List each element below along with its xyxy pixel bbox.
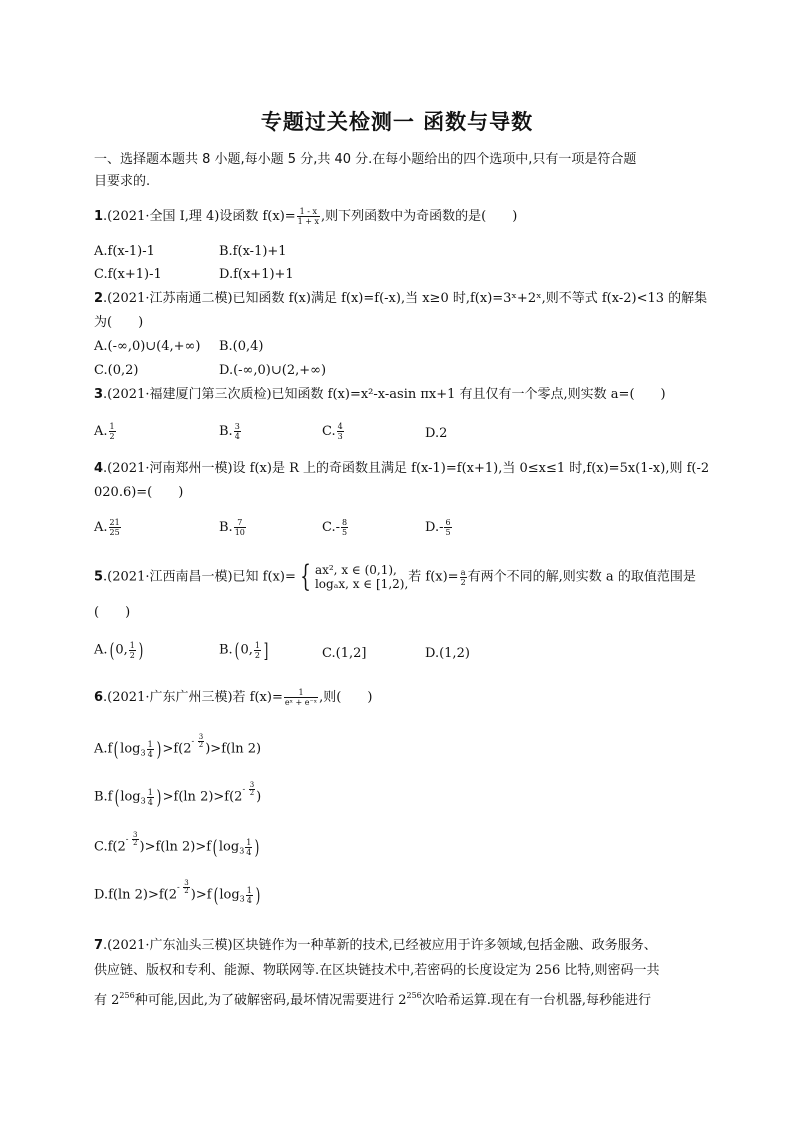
question-5-option-d: D.(1,2): [425, 646, 470, 661]
question-4-stem-line1: 4.(2021·河南郑州一模)设 f(x)是 R 上的奇函数且满足 f(x-1)=f(x+1),当 0≤x≤1 时,f(x)=5x(1-x),则 f(-2: [94, 461, 710, 476]
question-5-option-c: C.(1,2]: [322, 646, 367, 661]
question-1-stem: 1.(2021·全国 Ⅰ,理 4)设函数 f(x)= $\frac{1 - x}{1 + x}$ ,则下列函数中为奇函数的是( ): [94, 207, 518, 226]
question-1-option-b: B.f(x-1)+1: [219, 244, 287, 259]
question-5-stem: 5.(2021·江西南昌一模)已知 f(x)= { ax², x ∈ (0,1), logₐx, x ∈ [1,2), 若 f(x)= $\frac{a}{2}$ 有两个不同的解,则实数 a 的取值范围是: [94, 559, 696, 594]
question-5-option-b: B.( 0, $\frac{1}{2}$ ]: [219, 638, 269, 662]
question-number: 6: [94, 690, 104, 705]
question-5-option-a: A.( 0, $\frac{1}{2}$ ): [94, 638, 144, 662]
question-2-option-c: C.(0,2): [94, 363, 139, 378]
question-3-option-d: D.2: [425, 426, 448, 441]
question-4-stem-line2: 020.6)=( ): [94, 485, 184, 500]
question-2-option-b: B.(0,4): [219, 339, 264, 354]
question-2-stem-line2: 为( ): [94, 315, 144, 330]
question-7-stem-line3: 有 $2^{256}$种可能,因此,为了破解密码,最坏情况需要进行 $2^{256}$次哈希运算.现在有一台机器,每秒能进行: [94, 991, 652, 1008]
fraction: $\frac{1 - x}{1 + x}$: [297, 207, 320, 226]
question-6-option-d: D.f(ln 2)>f(2- $\frac{3}{2}$ )>f( $\log_3$ $\frac{1}{4}$ ): [94, 879, 261, 907]
page-title: 专题过关检测一 函数与导数: [260, 110, 534, 134]
question-3-stem: 3.(2021·福建厦门第三次质检)已知函数 f(x)=x²-x-asin πx+1 有且仅有一个零点,则实数 a=( ): [94, 387, 666, 402]
fraction: $\frac{a}{2}$: [460, 567, 466, 587]
question-1-option-d: D.f(x+1)+1: [219, 267, 294, 282]
question-number: 5: [94, 569, 104, 585]
question-number: 2: [94, 291, 104, 306]
fraction: $\frac{1}{\text{eˣ + e⁻ˣ}}$: [284, 688, 318, 707]
question-6-stem: 6.(2021·广东广州三模)若 f(x)= $\frac{1}{\text{eˣ + e⁻ˣ}}$ ,则( ): [94, 688, 373, 707]
question-2-option-d: D.(-∞,0)∪(2,+∞): [219, 363, 327, 378]
question-3-option-a: A. $\frac{1}{2}$: [94, 422, 115, 441]
piecewise-brace: {: [300, 559, 311, 594]
question-number: 3: [94, 387, 104, 402]
question-4-option-c: C.- $\frac{8}{5}$: [322, 518, 348, 537]
question-3-option-c: C. $\frac{4}{3}$: [322, 422, 343, 441]
question-7-stem-line2: 供应链、版权和专利、能源、物联网等.在区块链技术中,若密码的长度设定为 256 比特,则密码一共: [94, 963, 660, 978]
question-6-option-c: C.f(2- $\frac{3}{2}$ )>f(ln 2)>f( $\log_3$ $\frac{1}{4}$ ): [94, 831, 260, 859]
question-2-stem-line1: 2.(2021·江苏南通二模)已知函数 f(x)满足 f(x)=f(-x),当 x≥0 时,f(x)=3ˣ+2ˣ,则不等式 f(x-2)<13 的解集: [94, 291, 708, 306]
section-instruction-line2: 目要求的.: [94, 174, 151, 189]
question-1-option-a: A.f(x-1)-1: [94, 244, 155, 259]
question-4-option-b: B. $\frac{7}{10}$: [219, 518, 245, 537]
question-number: 1: [94, 209, 104, 224]
piecewise-cases: ax², x ∈ (0,1), logₐx, x ∈ [1,2),: [314, 563, 409, 591]
question-2-option-a: A.(-∞,0)∪(4,+∞): [94, 339, 201, 354]
question-7-stem-line1: 7.(2021·广东汕头三模)区块链作为一种革新的技术,已经被应用于许多领域,包括金融、政务服务、: [94, 938, 657, 953]
question-number: 4: [94, 461, 104, 476]
question-4-option-d: D.- $\frac{6}{5}$: [425, 518, 451, 537]
question-5-stem-line2: ( ): [94, 605, 131, 620]
question-number: 7: [94, 938, 104, 953]
question-4-option-a: A. $\frac{21}{25}$: [94, 518, 120, 537]
question-6-option-a: A.f( $\log_3$ $\frac{1}{4}$ ) >f(2- $\frac{3}{2}$ )>f(ln 2): [94, 733, 262, 761]
section-instruction-line1: 一、选择题本题共 8 小题,每小题 5 分,共 40 分.在每小题给出的四个选项中,只有一项是符合题: [94, 152, 637, 167]
question-3-option-b: B. $\frac{3}{4}$: [219, 422, 240, 441]
question-1-option-c: C.f(x+1)-1: [94, 267, 162, 282]
question-6-option-b: B.f( $\log_3$ $\frac{1}{4}$ ) >f(ln 2)>f(2- $\frac{3}{2}$ ): [94, 781, 262, 809]
